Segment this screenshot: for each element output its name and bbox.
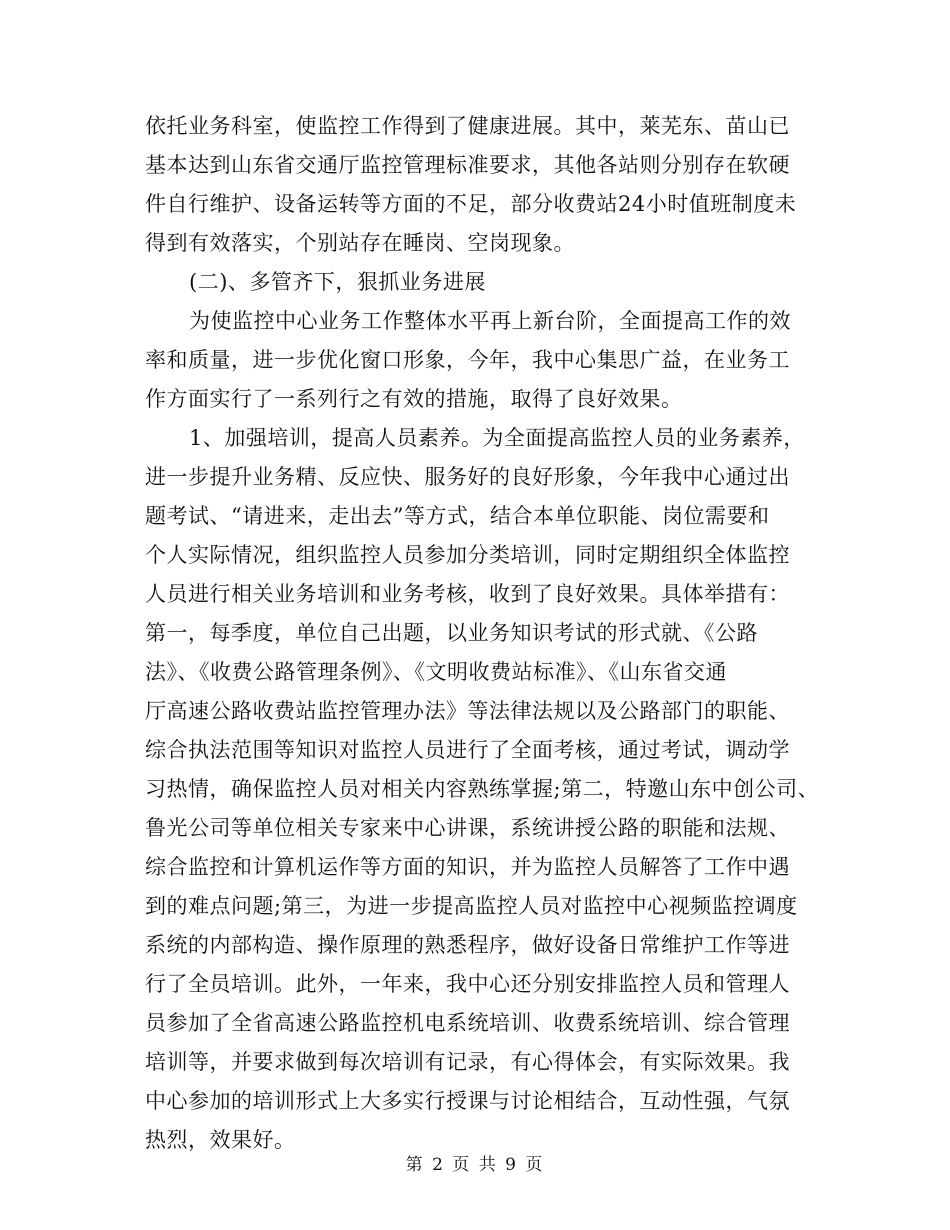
text-line: 培训等，并要求做到每次培训有记录，有心得体会，有实际效果。我 — [145, 1050, 790, 1074]
text-line: 件自行维护、设备运转等方面的不足，部分收费站24小时值班制度未 — [145, 192, 797, 216]
text-line: 厅高速公路收费站监控管理办法》等法律法规以及公路部门的职能、 — [145, 699, 790, 723]
text-line: 依托业务科室，使监控工作得到了健康进展。其中，莱芜东、苗山已 — [145, 114, 790, 138]
page-number-footer: 第 2 页 共 9 页 — [405, 1155, 545, 1175]
text-line: 题考试、“请进来，走出去”等方式，结合本单位职能、岗位需要和 — [145, 504, 770, 528]
text-line: 系统的内部构造、操作原理的熟悉程序，做好设备日常维护工作等进 — [145, 933, 790, 957]
text-line: 到的难点问题;第三，为进一步提高监控人员对监控中心视频监控调度 — [145, 894, 798, 918]
text-line: 得到有效落实，个别站存在睡岗、空岗现象。 — [145, 231, 575, 255]
text-line: 基本达到山东省交通厅监控管理标准要求，其他各站则分别存在软硬 — [145, 153, 790, 177]
text-line: 率和质量，进一步优化窗口形象，今年，我中心集思广益，在业务工 — [145, 348, 790, 372]
section-heading: (二)、多管齐下，狠抓业务进展 — [189, 270, 486, 294]
text-line: 习热情，确保监控人员对相关内容熟练掌握;第二，特邀山东中创公司、 — [145, 777, 820, 801]
text-line: 员参加了全省高速公路监控机电系统培训、收费系统培训、综合管理 — [145, 1011, 790, 1035]
text-line: 热烈，效果好。 — [145, 1128, 296, 1152]
text-line: 为使监控中心业务工作整体水平再上新台阶，全面提高工作的效 — [189, 309, 791, 333]
text-line: 综合监控和计算机运作等方面的知识，并为监控人员解答了工作中遇 — [145, 855, 790, 879]
text-line: 人员进行相关业务培训和业务考核，收到了良好效果。具体举措有： — [145, 582, 790, 606]
text-line: 第一，每季度，单位自己出题，以业务知识考试的形式就、《公路 — [145, 621, 758, 645]
text-line: 法》、《收费公路管理条例》、《文明收费站标准》、《山东省交通 — [145, 660, 727, 684]
text-line: 综合执法范围等知识对监控人员进行了全面考核，通过考试，调动学 — [145, 738, 790, 762]
text-line: 个人实际情况，组织监控人员参加分类培训，同时定期组织全体监控 — [145, 543, 790, 567]
text-line: 中心参加的培训形式上大多实行授课与讨论相结合，互动性强，气氛 — [145, 1089, 790, 1113]
text-line: 作方面实行了一系列行之有效的措施，取得了良好效果。 — [145, 387, 683, 411]
text-line: 1、加强培训，提高人员素养。为全面提高监控人员的业务素养， — [189, 426, 805, 450]
text-line: 进一步提升业务精、反应快、服务好的良好形象，今年我中心通过出 — [145, 465, 790, 489]
text-line: 鲁光公司等单位相关专家来中心讲课，系统讲授公路的职能和法规、 — [145, 816, 790, 840]
text-line: 行了全员培训。此外，一年来，我中心还分别安排监控人员和管理人 — [145, 972, 790, 996]
